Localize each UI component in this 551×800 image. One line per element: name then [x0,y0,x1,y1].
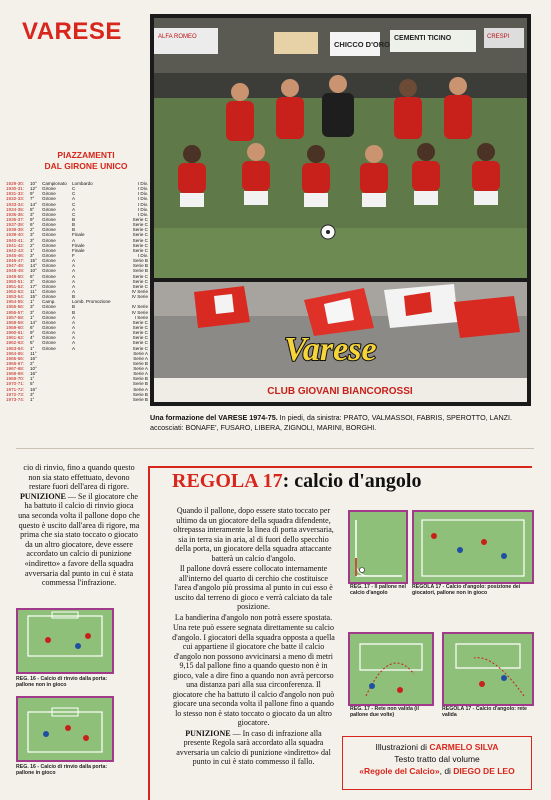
rule-paragraph-1: Quando il pallone, dopo essere stato toccato per ultimo da un giocatore della squadra difendente, oltrepassa interamente la linea di porta avversaria, sia in terra sia in aria, al di fuori dello specchio della porta, un giocatore della squadra attaccante batterà un calcio d'angolo. [173,506,334,563]
placements-cell: Serie C [132,345,148,351]
team-photo [154,18,527,278]
placements-cell: Finale [72,242,85,248]
placements-cell: Serie C [132,340,148,346]
photo-caption [150,413,540,433]
ball-icon [321,225,335,239]
corner-goal-diagram [350,634,432,704]
placements-cell: Girone [42,335,56,341]
rule-paragraph-3: La bandierina d'angolo non potrà essere spostata. [174,612,333,622]
placements-cell: A [72,268,76,274]
placements-cell: 1973-74: [6,396,25,402]
banner-alfa-romeo: ALFA ROMEO [158,34,197,40]
placements-cell: Serie C [132,283,148,289]
placements-cell [42,397,72,402]
placements-cell: I Div. [137,186,148,192]
placements-cell: 1953-54: [6,294,25,300]
placements-cell: 3° [30,211,35,217]
thumb1-caption: REG. 16 - Calcio di rinvio dalla porta: pallone non in gioco [16,676,108,689]
placements-cell: 3° [30,304,35,310]
placements-cell: B [72,216,76,222]
placements-cell: 1964-65: [6,350,25,356]
placements-cell: 3° [30,237,35,243]
placements-cell: 9° [30,191,35,197]
placements-cell: 1955-56: [6,304,25,310]
placements-cell: Serie C [132,242,148,248]
placements-cell: Girone [42,330,56,336]
placements-cell: A [72,273,76,279]
placements-cell: 14° [30,201,37,207]
placements-cell: IV Serie [131,288,148,294]
placements-cell: A [72,283,76,289]
placements-cell: I Div. [137,191,148,197]
placements-cell: 1960-61: [6,330,25,336]
pitch-diagram [414,512,532,582]
placements-cell: 9° [30,216,35,222]
placements-cell: A [72,263,76,269]
placements-cell: 5° [30,381,35,387]
placements-cell: A [72,237,76,243]
placements-cell: 1929-30: [6,181,25,186]
placements-cell: 1946-47: [6,258,25,264]
placements-cell: 1969-70: [6,376,25,382]
placements-cell: Serie C [132,222,148,228]
placements-cell: 1954-55: [6,299,25,305]
thumb-reg17-ball [348,510,408,584]
placements-cell: 6° [30,222,35,228]
placements-cell: Serie C [132,335,148,341]
placements-cell: C [72,201,76,207]
placements-cell: Girone [42,186,56,192]
placements-cell: A [72,319,76,325]
placements-cell: 1933-34: [6,201,25,207]
rule-frame-left [148,466,150,800]
rule-title-rest: : calcio d'angolo [282,470,422,492]
placements-cell: Serie C [132,237,148,243]
placements-cell: Serie C [132,273,148,279]
thumb-reg17-valid-goal [442,632,534,706]
credits-illustrations-label: Illustrazioni di [375,742,430,752]
placements-cell: 10° [30,268,37,274]
placements-cell: Girone [42,222,56,228]
placements-cell: 1° [30,396,35,402]
placements-cell: 3° [30,278,35,284]
credits-box [342,736,532,790]
rule-paragraph-4: Una rete può essere segnata direttamente su calcio d'angolo. I giocatori della squadra opposta a quella cui appartiene il giocatore che batte il calcio d'angolo non possono avvicinarsi a meno di metri 9,15 dal pallone fino a quando questo non è in gioco, vale a dire fino a quando non avrà percorso una distanza pari alla sua circonferenza. Il giocatore che ha battuto il calcio d'angolo non può giocare una seconda volta il pallone fino a quando lo stesso non è stato toccato o giocato da un altro giocatore. [172,623,335,727]
placements-cell: Girone [42,242,56,248]
placements-cell: Girone [42,345,56,351]
placements-cell: 1962-63: [6,340,25,346]
credits-source: Testo tratto dal volume [394,754,480,764]
rule-body [172,506,335,768]
placements-cell: 4° [30,335,35,341]
placements-cell: Serie B [132,258,148,264]
placements-cell: A [72,335,76,341]
placements-cell: 1935-36: [6,211,25,217]
placements-cell: Girone [42,191,56,197]
placements-cell: Girone [42,216,56,222]
placements-cell: Girone [42,273,56,279]
stadium-banners [154,28,524,56]
placements-cell: 3° [30,252,35,258]
placements-cell: 12° [30,186,37,192]
thumb6-caption: REGOLA 17 - Calcio d'angolo: rete valida [442,706,527,719]
placements-cell: Girone [42,211,56,217]
placements-cell: Lomb. Promozione [72,299,111,305]
left-text-column [18,463,140,588]
placements-cell: 1968-69: [6,371,25,377]
placements-cell: 1934-35: [6,206,25,212]
placements-cell: Lombardo [72,181,93,186]
placements-cell: I Serie [134,314,148,320]
placements-cell: 16° [30,386,37,392]
placements-cell: B [72,227,76,233]
placements-cell: 1948-49: [6,268,25,274]
placements-cell: 16° [30,371,37,377]
credits-book-title: «Regole del Calcio» [359,766,440,776]
placements-cell: I Div. [137,201,148,207]
corner-diagram [350,512,406,582]
pitch-diagram [18,698,112,760]
placements-cell: 15° [30,258,37,264]
placements-cell: I Div. [137,211,148,217]
placements-cell: C [72,211,76,217]
team-name: VARESE [22,18,122,45]
placements-cell: I Div. [137,252,148,258]
placements-cell: Serie B [132,263,148,269]
left-paragraph-2: — Se il giocatore che ha battuto il calcio di rinvio gioca una seconda volta il pallone dopo che questo è uscito dall'area di rigore, ma prima che sia stato toccato o giocato da un altro giocatore, deve essere accordato un calcio di punizione «indiretto» a favore della squadra avversaria dal punto in cui è stata commessa l'infrazione. [18,491,140,588]
credits-author: DIEGO DE LEO [453,766,515,776]
placements-cell [72,397,130,402]
credits-book-sep: , di [439,766,454,776]
placements-cell: 1941-42: [6,242,25,248]
placements-cell: 11° [30,350,37,356]
placements-cell: 2° [30,227,35,233]
rule-paragraph-5: — In caso di infrazione alla presente Regola sarà accordato alla squadra avversaria un calcio di punizione «indiretto» dal punto in cui è stato commesso il fallo. [176,728,331,766]
caption-lead: Una formazione del VARESE 1974-75. [150,413,278,422]
rule-paragraph-2: Il pallone dovrà essere collocato internamente all'interno del quarto di cerchio che costituisce l'area d'angolo più prossima al punto in cui esso è uscito dal terreno di gioco e verrà calciato da tale posizione. [174,564,333,611]
placements-cell: 1961-62: [6,335,25,341]
placements-cell: Serie C [132,247,148,253]
placements-cell: Finale [72,247,85,253]
placements-cell: 2° [30,242,35,248]
placements-cell: Girone [42,247,56,253]
placements-cell: 8° [30,206,35,212]
placements-cell: I Div. [137,181,148,186]
placements-cell: Girone [42,294,56,300]
credits-book [343,765,531,777]
placements-cell: 11° [30,288,37,294]
placements-cell: B [72,304,76,310]
placements-cell: Serie C [132,278,148,284]
placements-cell: Girone [42,319,56,325]
placements-cell: A [72,206,76,212]
placements-cell: A [72,340,76,346]
placements-cell: 1956-57: [6,309,25,315]
fan-banner-text: CLUB GIOVANI BIANCOROSSI [267,386,413,397]
placements-cell: Girone [42,201,56,207]
placements-cell: 1° [30,314,35,320]
placements-cell: 6° [30,324,35,330]
placements-table [6,181,148,402]
placements-cell: 2° [30,360,35,366]
thumb-reg16-in-play [16,696,114,762]
placements-cell: 1931-32: [6,191,25,197]
placements-cell: Serie B [132,391,148,397]
placements-cell: C [72,191,76,197]
placements-cell: 3° [30,232,35,238]
placements-cell: IV Serie [131,309,148,315]
varese-script: Varese [284,331,377,368]
placements-cell: 5° [30,340,35,346]
section-divider [16,448,534,449]
placements-cell: A [72,288,76,294]
credits-illustrations [343,741,531,753]
placements-title-line2: DAL GIRONE UNICO [44,161,128,171]
placements-cell: 1963-64: [6,345,25,351]
placements-cell: 1958-59: [6,319,25,325]
banner-cementi-ticino: CEMENTI TICINO [394,35,452,42]
placements-cell: A [72,314,76,320]
placements-cell: Girone [42,263,56,269]
placements-cell: 7° [30,196,35,202]
placements-cell: Serie A [133,355,148,361]
placements-cell: 1965-66: [6,355,25,361]
placements-cell: 3° [30,391,35,397]
placements-cell: 1938-39: [6,227,25,233]
thumb-reg16-not-in-play [16,608,114,674]
placements-cell: 14° [30,263,37,269]
placements-cell: 1970-71: [6,381,25,387]
placements-cell: A [72,324,76,330]
placements-cell: 1939-40: [6,232,25,238]
placements-cell: 1932-33: [6,196,25,202]
placements-cell: 1952-53: [6,288,25,294]
placements-cell: 1957-58: [6,314,25,320]
placements-cell: 10° [30,181,37,186]
pitch-diagram [18,610,112,672]
placements-cell: Girone [42,206,56,212]
placements-cell: A [72,278,76,284]
placements-cell: Girone [42,232,56,238]
placements-cell: Serie B [132,396,148,402]
credits-illustrator: CARMELO SILVA [429,742,499,752]
placements-cell: Serie C [132,227,148,233]
thumb-reg17-positions [412,510,534,584]
placements-cell: Serie C [132,216,148,222]
placements-cell: 6° [30,273,35,279]
placements-cell: Girone [42,278,56,284]
placements-cell: 1940-41: [6,237,25,243]
placements-cell: I Div. [137,206,148,212]
rule-punizione-head: PUNIZIONE [185,728,231,738]
placements-cell: Serie B [132,376,148,382]
thumb2-caption: REG. 16 - Calcio di rinvio dalla porta: pallone in gioco [16,764,108,777]
placements-cell: A [72,330,76,336]
placements-cell: B [72,309,76,315]
placements-cell: 1942-43: [6,247,25,253]
placements-cell: IV Serie [131,304,148,310]
placements-cell: 14° [30,319,37,325]
placements-cell: Campionato [42,181,67,186]
thumb5-caption: REG. 17 - Rete non valida (il pallone due volte) [350,706,419,719]
placements-cell: 1° [30,247,35,253]
placements-cell: 1959-60: [6,324,25,330]
placements-cell: 17° [30,283,37,289]
placements-cell: 1966-67: [6,360,25,366]
placements-cell: Girone [42,237,56,243]
rule-title-number: REGOLA 17 [172,470,283,492]
placements-cell: 1951-52: [6,283,25,289]
placements-title [26,150,146,172]
placements-cell: Serie A [133,350,148,356]
placements-cell: Girone [42,304,56,310]
placements-cell: Girone [42,227,56,233]
placements-cell: I Div. [137,196,148,202]
placements-cell: Serie A [133,386,148,392]
left-paragraph-1: cio di rinvio, fino a quando questo non sia stato effettuato, devono restare fuori dell'area di rigore. [23,463,135,492]
placements-cell: 10° [30,366,37,372]
placements-cell: B [72,294,76,300]
placements-cell: Serie A [133,371,148,377]
caption-body: In piedi, da sinistra: PRATO, VALMASSOI, FABRIS, SPEROTTO, LANZI. accosciati: BONAFE', FUSARO, LIBERA, ZIGNOLI, MARINI, BORGHI. [150,413,513,432]
placements-cell: 1937-38: [6,222,25,228]
thumb4-caption: REGOLA 17 - Calcio d'angolo: posizione dei giocatori, pallone non in gioco [412,584,521,597]
placements-cell: 3° [30,309,35,315]
placements-cell: 1° [30,345,35,351]
placements-cell: Serie B [132,381,148,387]
placements-cell: 1° [30,376,35,382]
placements-cell: C [72,186,76,192]
banner-crespi: CRESPI [487,34,510,40]
placements-cell: A [72,258,76,264]
placements-cell: Girone [42,258,56,264]
placements-cell: Girone [42,288,56,294]
placements-cell: Camp. [42,299,56,305]
placements-cell: Serie B [132,268,148,274]
rule-title [172,470,421,493]
placements-cell: 1950-51: [6,278,25,284]
placements-cell: 1936-37: [6,216,25,222]
thumb-reg17-invalid-goal [348,632,434,706]
placements-cell: 1945-46: [6,252,25,258]
placements-cell: A [72,196,76,202]
placements-cell: Girone [42,314,56,320]
fans-photo [154,282,527,402]
placements-cell: 1972-73: [6,391,25,397]
banner-chicco-doro: CHICCO D'ORO [334,40,390,49]
corner-goal-diagram [444,634,532,704]
placements-cell: Girone [42,283,56,289]
placements-cell: 16° [30,355,37,361]
placements-cell: 1949-50: [6,273,25,279]
placements-cell: F [72,252,75,258]
rule-frame-top [148,466,532,468]
placements-cell: Serie A [133,366,148,372]
placements-cell: Serie C [132,319,148,325]
placements-cell: B [72,222,76,228]
left-punizione-head: PUNIZIONE [19,491,66,501]
placements-cell: 15° [30,294,37,300]
placements-cell: Girone [42,340,56,346]
placements-cell: Serie C [132,324,148,330]
placements-cell: Girone [42,309,56,315]
placements-cell: 1947-48: [6,263,25,269]
placements-cell: Serie C [132,330,148,336]
placements-cell: Serie B [132,360,148,366]
thumb3-caption: REG. 17 - Il pallone nel calcio d'angolo [350,584,406,597]
placements-cell: 9° [30,330,35,336]
placements-cell: IV Serie [131,294,148,300]
placements-cell: 1967-68: [6,366,25,372]
placements-cell: 1° [30,299,35,305]
placements-title-line1: PIAZZAMENTI [57,150,115,160]
placements-cell: A [72,345,76,351]
placements-cell: Serie C [132,232,148,238]
placements-cell: 1930-31: [6,186,25,192]
placements-cell: Finale [72,232,85,238]
placements-cell: Girone [42,324,56,330]
placements-row [6,397,148,402]
placements-cell: Girone [42,268,56,274]
placements-cell: Girone [42,252,56,258]
placements-cell: 1971-72: [6,386,25,392]
placements-cell: Girone [42,196,56,202]
